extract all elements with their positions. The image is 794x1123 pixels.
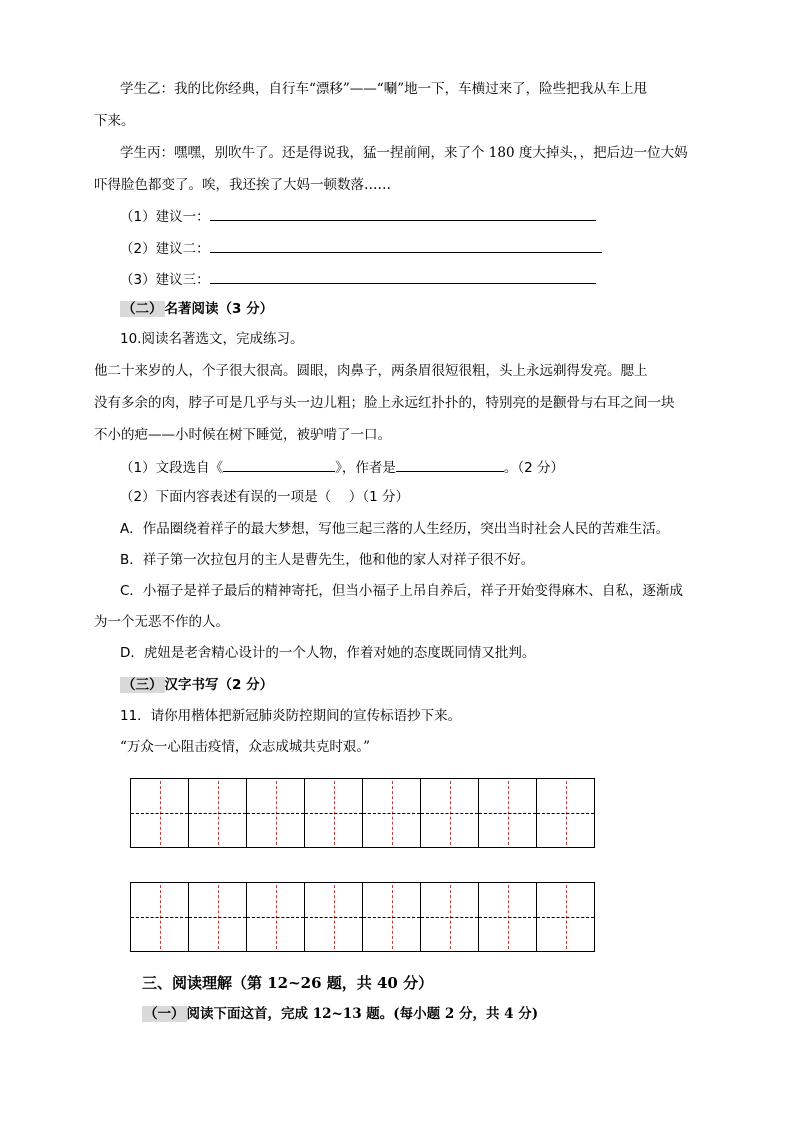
student-b-line-1: 学生乙：我的比你经典，自行车“漂移”——“唰”地一下，车横过来了，险些把我从车上甩: [120, 81, 648, 97]
suggestion-2-blank[interactable]: [210, 238, 602, 253]
writing-cell[interactable]: [363, 779, 421, 847]
section-2-heading: [120, 300, 273, 318]
section-3-tag: （三）: [122, 677, 163, 693]
author-blank[interactable]: [396, 457, 504, 472]
writing-cell[interactable]: [421, 779, 479, 847]
excerpt-line-3: 不小的疤——小时候在树下睡觉，被驴啃了一口。: [94, 427, 391, 443]
section-2-tag: （二）: [122, 301, 163, 317]
writing-cell[interactable]: [479, 779, 537, 847]
writing-cell[interactable]: [131, 779, 189, 847]
excerpt-line-2: 没有多余的肉，脖子可是几乎与头一边儿粗；脸上永远红扑扑的，特别亮的是颧骨与右耳之间一块: [94, 395, 675, 411]
part-3-sub-tag: （一）: [144, 1006, 185, 1022]
writing-cell[interactable]: [247, 883, 305, 951]
option-c-line-1: C．小福子是祥子最后的精神寄托，但当小福子上吊自养后，祥子开始变得麻木、自私，逐渐成: [120, 583, 683, 599]
writing-cell[interactable]: [479, 883, 537, 951]
suggestion-2: [120, 238, 602, 258]
q10-1-prefix: （1）文段选自《: [120, 460, 224, 476]
part-3-subheading: [142, 1005, 538, 1023]
writing-cell[interactable]: [537, 779, 594, 847]
q10-1-mid: 》，作者是: [335, 460, 396, 476]
writing-grid-row-2: [130, 882, 595, 952]
option-b: B．祥子第一次拉包月的主人是曹先生，他和他的家人对祥子很不好。: [120, 552, 535, 568]
writing-grid-row-1: [130, 778, 595, 848]
suggestion-1: [120, 206, 596, 226]
q10-1-suffix: 。（2 分）: [503, 460, 564, 476]
question-10: 10.阅读名著选文，完成练习。: [120, 331, 304, 347]
book-title-blank[interactable]: [223, 457, 335, 472]
part-3-title: 三、阅读理解（第 12~26 题，共 40 分）: [142, 974, 434, 992]
suggestion-1-blank[interactable]: [210, 206, 596, 221]
writing-cell[interactable]: [305, 779, 363, 847]
option-a: A．作品圈绕着祥子的最大梦想，写他三起三落的人生经历，突出当时社会人民的苦难生活。: [120, 521, 670, 537]
student-b-line-2: 下来。: [94, 113, 135, 129]
writing-cell[interactable]: [305, 883, 363, 951]
suggestion-3: [120, 269, 596, 289]
writing-cell[interactable]: [189, 883, 247, 951]
section-3-heading: [120, 676, 273, 694]
suggestion-3-label: （3）建议三：: [120, 272, 210, 288]
writing-cell[interactable]: [247, 779, 305, 847]
section-2-title: 名著阅读（3 分）: [164, 301, 274, 317]
option-d: D．虎妞是老舍精心设计的一个人物，作着对她的态度既同情又批判。: [120, 645, 536, 661]
suggestion-3-blank[interactable]: [210, 269, 596, 284]
suggestion-1-label: （1）建议一：: [120, 209, 210, 225]
suggestion-2-label: （2）建议二：: [120, 241, 210, 257]
student-c-line-2: 吓得脸色都变了。唉，我还挨了大妈一顿数落……: [94, 177, 391, 193]
question-10-1: [120, 457, 564, 477]
student-c-line-1: 学生丙：嘿嘿，别吹牛了。还是得说我，猛一捏前闸，来了个 180 度大掉头，，把后边一位大妈: [120, 145, 688, 161]
question-11: 11．请你用楷体把新冠肺炎防控期间的宣传标语抄下来。: [120, 708, 462, 724]
excerpt-line-1: 他二十来岁的人，个子很大很高。圆眼，肉鼻子，两条眉很短很粗，头上永远剃得发亮。腮上: [94, 363, 648, 379]
part-3-sub-title: 阅读下面这首，完成 12~13 题。(每小题 2 分，共 4 分): [186, 1006, 539, 1022]
section-3-title: 汉字书写（2 分）: [164, 677, 274, 693]
writing-cell[interactable]: [131, 883, 189, 951]
writing-cell[interactable]: [363, 883, 421, 951]
writing-cell[interactable]: [189, 779, 247, 847]
writing-cell[interactable]: [421, 883, 479, 951]
writing-cell[interactable]: [537, 883, 594, 951]
option-c-line-2: 为一个无恶不作的人。: [94, 614, 229, 630]
question-10-2: （2）下面内容表述有误的一项是（ ）（1 分）: [120, 489, 410, 505]
slogan: “万众一心阻击疫情，众志成城共克时艰。”: [120, 739, 371, 755]
